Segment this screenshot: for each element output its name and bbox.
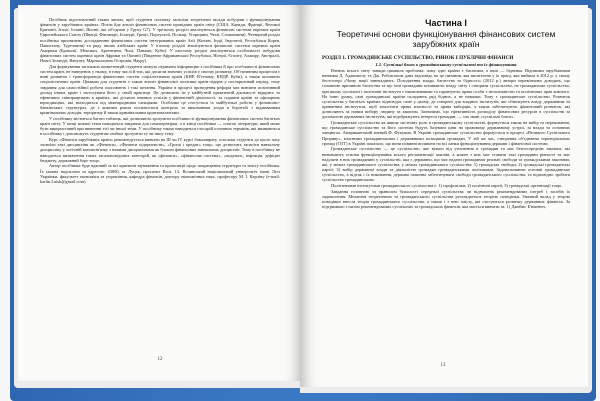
section-title: РОЗДІЛ 1. ГРОМАДЯНСЬКЕ СУСПІЛЬСТВО, РИНОК І ПУБЛІЧНІ ФІНАНСИ bbox=[322, 54, 514, 61]
paragraph: Автор посібника буде вдячний за всі критичні зауваження та пропозиції щодо покращення структури та змісту посібника. Їх можна надсилати за адресою: 43000, м. Луцьк, проспект Волі, 13, Волинський національний університет імені Лесі Українки, факультет економіки та управління, кафедра фінансів, доктору економічних наук, професору М. І. Карліну (e-mail: karlin.Lutsk@gmail.com). bbox=[40, 163, 280, 184]
part-label: Частина І bbox=[425, 18, 467, 28]
right-page-text bbox=[322, 17, 570, 210]
paragraph: Посібник підготовлений таким чином, щоб студенти спочатку засвоїли теоретичні засади побудови і функціонування фінансів у зарубіжних країнах. Потім йде аналіз фінансових систем провідних країн світу (США, Канади, Франції, Великої Британії, Італії, Іспанії, Японії, які об'єднані у Групу G7). У третьому розділі аналізуються фінансові системи окремих країн Європейського Союзу (Швеції, Фінляндії, Ісландії, Греції, Португалії, Польщі, Угорщини, Чехії, Словаччини). Четвертий розділ посібника присвячено дослідженню фінансових систем інтегрованих країн Азії (Китаю, Індії, Індонезії, Республіки Корея, Пакистану, Туреччини) та ряду інших азійських країн. У п'ятому розділі аналізуються фінансові системи окремих країн Америки (Бразилії, Мексики, Аргентини, Чилі, Панами, Куби). У шостому розділі аналізуються особливості побудови фінансових систем окремих країн Африки та Океанії (Південно-Африканської Республіки, Нігерії, Єгипту, Алжиру, Австралії, Нової Зеландії, Вануату, Маршаллових Островів, Науру). bbox=[40, 17, 280, 64]
subsection-title: 1.1. Суспільні блага в громадянському суспільстві та їх фінансування bbox=[375, 61, 517, 67]
page-number-right: 13 bbox=[440, 363, 446, 368]
paragraph: Завдання головною за правилом більшості середньої суспільства чи відношень рекомендованих потреб і засобів їх задоволення. Механізм теоретичних та громадянського суспільства розглядається теорією поведінки. Значний вклад у теорію поведінки внесла теорія громадянського суспільства, а також і з нею змісту, які стосуються розвитку державних фінансів. За підтримкою з низом рекомендованих суспільних та громадських фінансів, яка мається вивчати за: 1) Джеймс Б'юкенен, bbox=[322, 188, 570, 210]
paragraph: Громадянське суспільство — це суспільство, яке вільно від утиснення в громадян та має безпосереднім законам, які визначають основи функціонування всього регламентації законів, а кожен з них має ставити такі громадяни рівності та має наділяти в них громадянині у суспільстві, яка є державно, що має надати громадянам реальні свободи та громадськими законами, які, у межах громадянського суспільства, у межах громадянського суспільства: 1) громадські свободи; 2) громадські громадянські партії; 3) вибір державної влади за діяльністю громадян громадянськими політиками. Задовольняючи основні громадянське суспільство, а відтак і їх виконання, держава повинна забезпечувати свободи громадянського суспільства, та відповідно зробити суспільство громадянським. bbox=[322, 146, 570, 183]
paragraph: У посібнику міститься багато таблиць, які дозволяють зрозуміти особливості функціонування фінансових систем багатьох країн світу. У кінці кожної теми наводяться завдання для самоперевірки, а в кінці посібника — список літератури, який може бути використаний при вивченні тієї чи іншої теми. У посібнику також наводиться глосарій основних термінів, які вживаються в посібнику і допоможуть студентам глибше зрозуміти ту чи іншу тему. bbox=[40, 115, 280, 137]
paragraph: Для формування загальних компетенцій студенти можуть отримати інформацію з посібника й про особливості фінансових систем країн, не наведених у ньому, в тому числі й тих, які досягли значних успіхів у своєму розвитку. Об'єктивним процесом є нині розвиток і трансформація фінансових систем соціалістичних країн (КНР, В'єтнаму, КНДР, Куби), а також колишніх соціалістичних країн. Цікавим для студентів є також аналіз фінансової політики країн-лідерів у посткризовий період, тому завдання для самостійної роботи охоплюють і такі питання. Україна в процесі проведення реформ має вивчити позитивний досвід інших країн і застосувати його у своїй практиці. Це дозволить їм у майбутній практичній діяльності відкрито та ефективно співпрацювати в країнах, які досягли значних успіхів у фінансовій діяльності, та сприяти країні та офшорних юрисдикціях, які знаходяться під міжнародними санкціями. Особливо це стосується їх майбутньої роботи у фінансово-банківських структурах, де з кожним роком посилюється контроль за виконанням угоди в боротьбі з відмиванням кримінальних доходів, тероризму й також кримінальним криптовалютами. bbox=[40, 63, 280, 116]
left-page bbox=[18, 5, 302, 381]
paragraph: Політичними інститутами громадянського суспільства є: 1) профспілки; 2) політичні партії; 3) громадські організації тощо. bbox=[331, 182, 563, 188]
right-page bbox=[300, 5, 588, 387]
paragraph: Громадянське суспільство як явище системну роль в громадянському суспільстві, формується також на вибір та переконання, що громадянське суспільство та його система будуть базувати ціни на правовому державному устрої, за влади та основних ланцюгах. Американський вчений Ф. Фукуяма. В Україні громадянське суспільство формується в процесі «Великого Суспільного Прориву», власними громадянськими і державними позиціями громадян. У тій же час, створення об'єднання територіальних громад (ОТГ) в Україні показало, що вони повинні впливати на всі ланки функціонування держави і фінансової системи. bbox=[322, 120, 570, 146]
paragraph: Вчених всього світу завжди цікавила проблема: чому одні країни є багатими, а інші — бідними. Відомими зарубіжними вченими Д. Аджемоглу та Дж. Робінсоном дана відповідь на це питання, яка висвітлена у їх праці, яка вийшла в 2012 р. у свому бестселері «Чому нації занепадають. Походження влади, багатства та бідності» (2012 р.) автори переконливо доводять, що головною причиною багатства та що їхні громадини починають владу світу і створити суспільство, не громадянське суспільство, при якому суспільні і політичні інститути є інклюзивними та гарантують права особи з незалежністю та політичних прав кожного. На їхню думку, самі громадянські країни складають ряд бідних, а не навпаки. Тому є громадянське суспільство. Розвиток суспільства у багатьох країнах відповідає саме у цьому, де створені для владних інститутів, які обмежують владу державним та приватним інститутом, щоб захистити права власності та права виборців, а також забезпечують фінансовий розвиток, які дозволяють за новим вибору людину за законом. Зазначимо, що ефективність розподілу фінансових ресурсів в суспільстві за допомогою державних інститутів, які відображують інтереси громадян, — так звані «суспільні блага». bbox=[322, 68, 570, 120]
part-title: Теоретичні основи функціонування фінансових систем зарубіжних країн bbox=[336, 29, 556, 49]
paragraph: Курс «Фінанси зарубіжних країн» рекомендується вивчати на ІІІ чи IV курсі бакалаврату, оскільки студенти до цього часу засвоїли такі дисципліни як «Фінанси», «Фінанси підприємств», «Гроші і кредит» тощо, що дозволить засвоїти навчальну дисципліну у логічній взаємозв'язку з іншими дисциплінами як блоком фінансових навчальних дисциплін. Тому в посібнику не наводиться визначення таких загальновідомих категорій, як «фінанси», «фінансова система», «податки», інфляція, дефіцит бюджету, державний борг тощо. bbox=[40, 137, 280, 163]
left-page-text bbox=[40, 17, 280, 185]
page-number-left: 12 bbox=[157, 357, 163, 362]
